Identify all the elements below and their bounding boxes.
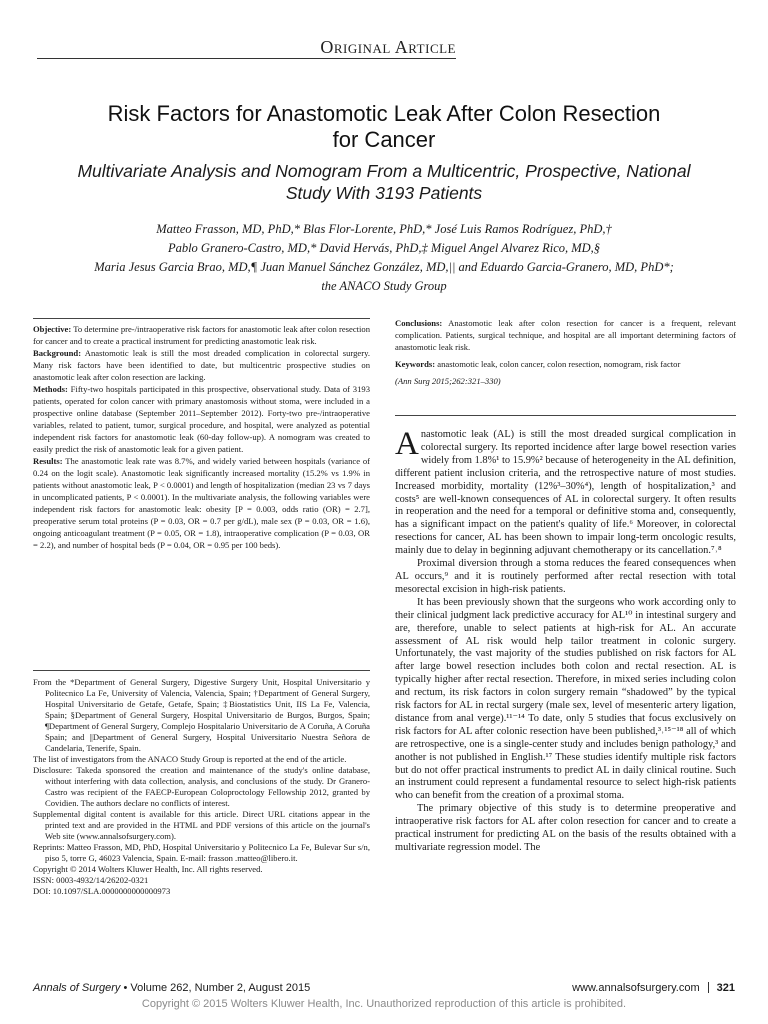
background-text: Anastomotic leak is still the most dreaded complication in colorectal surgery. Many risk factors have been identified to date, but multicentric prospective studies on anastomotic leak after colon resection are lacking. [33, 348, 370, 382]
abstract-objective [33, 323, 370, 347]
abstract-results [33, 455, 370, 551]
affiliation-reprints: Reprints: Matteo Frasson, MD, PhD, Hospital Universitario y Politecnico La Fe, Bulevar Sur s/n, piso 5, torre G, 46023 Valencia, Spain. E-mail: frasson .matteo@libero.it. [33, 842, 370, 863]
results-text: The anastomotic leak rate was 8.7%, and widely varied between hospitals (variance of 0.24 on the logit scale). Anastomotic leak significantly increased mortality (15.2% vs 1.9% in patients without anastomotic leak, P < 0.0001) and length of hospitalization (median 23 vs 7 days in uncomplicated patients, P < 0.0001). In the multivariate analysis, the following variables were independent risk factors for anastomotic leak: obesity [P = 0.003, odds ratio (OR) = 2.7], preoperative serum total proteins (P = 0.03, OR = 0.7 per g/dL), male sex (P = 0.03, OR = 1.6), ongoing anticoagulant treatment (P = 0.05, OR = 1.8), intraoperative complication (P = 0.03, OR = 2.2), and number of hospital beds (P = 0.04, OR = 0.95 per 100 beds). [33, 456, 370, 550]
affiliation-doi: DOI: 10.1097/SLA.0000000000000973 [33, 886, 171, 896]
page-number: 321 [716, 982, 735, 994]
footer-journal [33, 982, 310, 994]
abstract-left-column [33, 323, 370, 551]
body-paragraph: Proximal diversion through a stoma reduces the feared consequences when AL occurs,⁹ and it is routinely performed after rectal resection with total mesorectal excision in high-risk patients. [395, 558, 736, 595]
subtitle-line: Study With 3193 Patients [285, 183, 483, 203]
body-paragraph-text: nastomotic leak (AL) is still the most dreaded surgical complication in colorectal surgery. Its reported incidence after large bowel resection varies widely from 1.8%¹ to 15.9%² because of heterogeneity in the AL definition, different patient inclusion criteria, and the retrospective nature of most studies. Increased morbidity, mortality (12%³–30%⁴), length of hospitalization,³ and costs⁵ are well-known consequences of AL in colorectal surgery. It often results in reoperation and the need for a temporal or definitive stoma and, consequently, has a significant impact on the patient's quality of life.⁶ Moreover, in colorectal resections for cancer, AL has been shown to impair long-term oncologic results, mainly due to delay in beginning adjuvant chemotherapy or its cancellation.⁷˒⁸ [395, 429, 736, 557]
affiliation-supplemental: Supplemental digital content is available for this article. Direct URL citations appear in the printed text and are provided in the HTML and PDF versions of this article on the journal's Web site (www.annalsofsurgery.com). [33, 809, 370, 841]
drop-cap: A [395, 426, 419, 462]
footer-website [572, 982, 735, 994]
results-label: Results: [33, 456, 63, 466]
citation-text: (Ann Surg 2015;262:321–330) [395, 376, 501, 386]
header-rule [37, 58, 456, 59]
section-label: Original Article [320, 37, 456, 57]
journal-name: Annals of Surgery [33, 982, 121, 994]
abstract-conclusions [395, 317, 736, 353]
authors-line: Matteo Frasson, MD, PhD,* Blas Flor-Lorente, PhD,* José Luis Ramos Rodríguez, PhD,† [156, 222, 612, 236]
body-paragraph: The primary objective of this study is to determine preoperative and intraoperative risk factors for AL after colon resection for cancer and to create a practical instrument for predicting AL on the basis of the results obtained with a multivariate regression model. The [395, 803, 736, 853]
affiliation-copyright: Copyright © 2014 Wolters Kluwer Health, Inc. All rights reserved. [33, 864, 263, 874]
body-paragraph: It has been previously shown that the surgeons who work according only to their clinical judgment lack predictive accuracy for AL¹⁰ in intestinal surgery and are, therefore, unable to select patients at high-risk for AL. An accurate assessment of AL risk would help tailor treatment in colonic surgery. Unfortunately, the vast majority of the studies published on risk factors for AL after large bowel resection includes both colon and rectal resection. AL is typically higher after rectal resection. Therefore, in mixed series including colon and rectum, its risk factors in colon surgery remain “shadowed” by the typical risk factors for AL in rectal surgery (male sex, level of mesenteric artery ligation, distance from anal verge).¹¹⁻¹⁴ To date, only 5 studies that focus exclusively on risk factors for AL after colonic resection have been published,³˒¹⁵⁻¹⁸ all of which are retrospective, one is a single-center study and includes benign pathology,³ and another is not published in English.¹⁷ These studies identify multiple risk factors but do not offer practical instruments to predict AL in daily clinical routine. Such an instrument could represent a fundamental resource to select high-risk patients who can benefit from the creation of a proximal stoma. [395, 596, 736, 802]
title-line: Risk Factors for Anastomotic Leak After Colon Resection [107, 101, 661, 126]
affiliation-from: From the *Department of General Surgery, Digestive Surgery Unit, Hospital Universitario y Politecnico La Fe, University of Valencia, Valencia, Spain; †Department of General Surgery, Hospital Universitario de Getafe, Getafe, Spain; ‡Biostatistics Unit, IIS La Fe, Valencia, Spain; §Department of General Surgery, Hospital Universitario de Burgos, Burgos, Spain; ¶Department of General Surgery, Complejo Hospitalario Universitario de A Coruña, A Coruña Spain; and ||Department of General Surgery, Hospital Universitario Nuestra Señora de Candelaria, Tenerife, Spain. [33, 677, 370, 753]
article-title [40, 101, 728, 153]
footer-separator [708, 982, 709, 993]
subtitle-line: Multivariate Analysis and Nomogram From a Multicentric, Prospective, National [77, 161, 691, 181]
abstract-bottom-rule-left [33, 670, 370, 671]
keywords-label: Keywords: [395, 359, 436, 369]
affiliation-investigators: The list of investigators from the ANACO Study Group is reported at the end of the article. [33, 754, 347, 764]
author-list [20, 220, 748, 296]
methods-text: Fifty-two hospitals participated in this prospective, observational study. Data of 3193 patients, operated for colon cancer with primary anastomosis without stoma, were included in a prospective online database (September 2011–September 2012). Forty-two pre-/intraoperative variables, related to patient, tumor, surgical procedure, and hospital, were analyzed as potential independent risk factors for anastomotic leak (60-day follow-up). A nomogram was created to easily predict the risk of anastomotic leak for a given patient. [33, 384, 370, 454]
article-subtitle [30, 160, 738, 204]
abstract-right-column [395, 317, 736, 392]
abstract-keywords [395, 358, 736, 370]
authors-line: the ANACO Study Group [321, 279, 447, 293]
abstract-background [33, 347, 370, 383]
affiliation-disclosure: Disclosure: Takeda sponsored the creation and maintenance of the study's online database, without interfering with data collection, analysis, and conclusions of the study. Dr Granero-Castro was recipient of the FAECP-European Coloproctology Fellowship 2012, granted by Covidien. The authors declare no conflicts of interest. [33, 765, 370, 808]
citation [395, 375, 736, 387]
abstract-bottom-rule-right [395, 415, 736, 416]
website-link[interactable]: www.annalsofsurgery.com [572, 982, 700, 994]
conclusions-text: Anastomotic leak after colon resection for cancer is a frequent, relevant complication. Patients, surgical technique, and hospital are all important determining factors of anastomotic leak risk. [395, 318, 736, 352]
footer-bullet: • [123, 982, 128, 994]
background-label: Background: [33, 348, 82, 358]
affiliation-issn: ISSN: 0003-4932/14/26202-0321 [33, 875, 149, 885]
abstract-methods [33, 383, 370, 455]
authors-line: Maria Jesus Garcia Brao, MD,¶ Juan Manuel Sánchez González, MD,|| and Eduardo Garcia-Granero, MD, PhD*; [94, 260, 674, 274]
keywords-text: anastomotic leak, colon cancer, colon resection, nomogram, risk factor [437, 359, 681, 369]
abstract-top-rule [33, 318, 370, 319]
authors-line: Pablo Granero-Castro, MD,* David Hervás, PhD,‡ Miguel Angel Alvarez Rico, MD,§ [167, 241, 601, 255]
objective-text: To determine pre-/intraoperative risk factors for anastomotic leak after colon resection for cancer and to create a practical instrument for predicting anastomotic leak risk. [33, 324, 370, 346]
conclusions-label: Conclusions: [395, 318, 443, 328]
body-column [395, 426, 736, 855]
copyright-notice: Copyright © 2015 Wolters Kluwer Health, Inc. Unauthorized reproduction of this article is prohibited. [141, 998, 627, 1010]
objective-label: Objective: [33, 324, 72, 334]
methods-label: Methods: [33, 384, 68, 394]
body-paragraph [395, 426, 736, 558]
affiliations-block [33, 677, 370, 897]
journal-volume: Volume 262, Number 2, August 2015 [130, 982, 311, 994]
title-line: for Cancer [332, 127, 436, 152]
